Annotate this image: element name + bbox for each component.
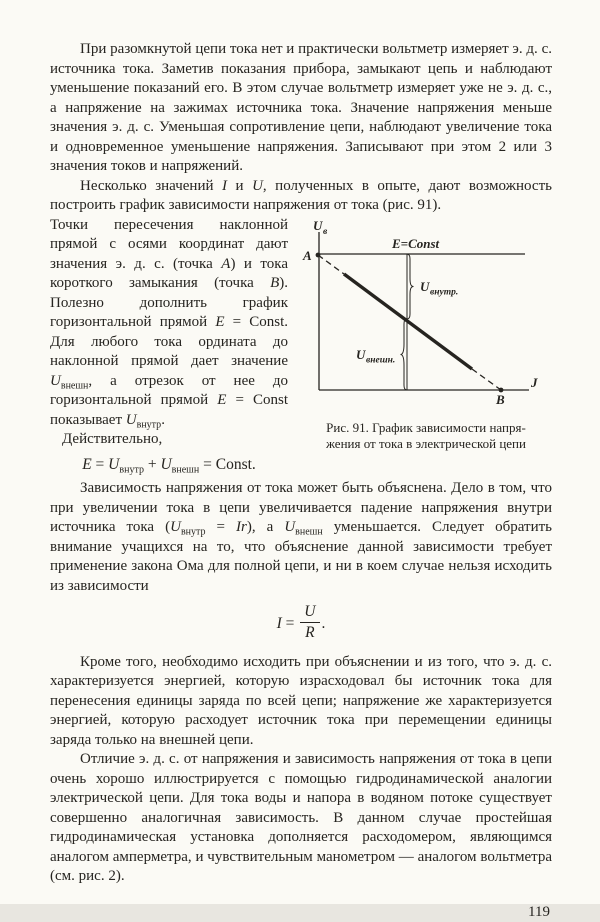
u-vneshn-label-sub: внешн. — [366, 355, 396, 365]
figure-91-caption — [300, 420, 552, 453]
e-const-label: E=Const — [392, 235, 440, 251]
page-number: 119 — [528, 903, 550, 920]
brace-u-vnutr — [407, 254, 414, 319]
paragraph-hydro-analogy: Отличие э. д. с. от напряжения и зависимость напряжения от тока в цепи очень хорошо иллюстрируется с помощью гидродинамической аналогии электрической цепи. Для тока воды и напора в водяном потоке существует совершенно аналогичная зависимость. В данном случае простейшая гидродинамическая установка дополняется расходомером, являющимся аналогом амперметра, и чувствительным манометром — аналогом вольтметра (см. рис. 2). — [50, 751, 552, 885]
x-axis-label: J — [531, 374, 538, 390]
y-axis-label-sub: в — [323, 226, 328, 237]
point-b-label: B — [496, 391, 505, 407]
u-vnutr-label-sub: внутр. — [430, 287, 459, 297]
u-vneshn-label: U — [356, 346, 366, 362]
load-line-dashed-end — [472, 369, 501, 390]
y-axis-label: U — [313, 217, 323, 233]
paragraph-explanation: Зависимость напряжения от тока может быть объяснена. Дело в том, что при увеличении тока в цепи увеличивается падение напряжения внутри источника тока $(U_{внутр} = Ir)$, а $U_{внешн}$ уменьшается. Следует обратить внимание учащихся на то, что объяснение данной зависимости требует применение закона Ома для полной цепи, и ни в коем случае нельзя исходить из зависимости — [50, 480, 553, 594]
figure-91 — [300, 218, 552, 453]
figure-caption-line-2: жения от тока в электрической цепи — [326, 436, 526, 451]
paragraph-graph-intro: Несколько значений I и U, полученных в опыте, дают возможность построить график зависимости напряжения от тока (рис. 91). — [50, 177, 552, 213]
line-indeed: Действительно, — [62, 431, 163, 447]
formula-emf-sum: $E = U_{внутр} + U_{внешн}$ = Const. — [82, 455, 256, 475]
brace-u-vneshn — [401, 319, 408, 390]
paragraph-graph-points: Точки пересечения наклонной прямой с осями координат дают значения э. д. с. (точка A) и тока короткого замыкания (точка B). Полезно дополнить график горизонтальной прямой E = Const. Для любого тока ордината до наклонной прямой дает значение $U_{внешн}$, а отрезок от нее до горизонтальной прямой E = Const показывает $U_{внутр}$. — [50, 216, 288, 430]
paragraph-open-circuit: При разомкнутой цепи тока нет и практически вольтметр измеряет э. д. с. источника тока. Заметив показания прибора, замыкают цепь и наблюдают уменьшение показаний его. В этом случае вольтметр измеряет уже не э. д. с., а напряжение на зажимах источника тока. Значение напряжения меньше значения э. д. с. Уменьшая сопротивление цепи, наблюдают увеличение тока и одновременное уменьшение напряжения. Записывают при этом 2 или 3 значения токов и напряжений. — [50, 41, 552, 174]
paragraph-energy: Кроме того, необходимо исходить при объяснении и из того, что э. д. с. характеризуется энергией, которую израсходовал бы источник тока для перенесения единицы заряда по всей цепи; напряжение же характеризуется энергией, которую расходует источник тока при перемещении единицы заряда только на внешней цепи. — [50, 653, 552, 748]
u-vnutr-label: U — [420, 278, 430, 294]
figure-91-graph — [300, 218, 552, 414]
load-line-dashed-start — [318, 255, 344, 274]
point-a-dot — [316, 252, 321, 257]
figure-caption-line-1: Рис. 91. График зависимости напря- — [326, 419, 526, 435]
point-a-label: A — [303, 247, 312, 263]
formula-ohm-law: I = $\frac{U}{R}$ . — [276, 603, 326, 641]
